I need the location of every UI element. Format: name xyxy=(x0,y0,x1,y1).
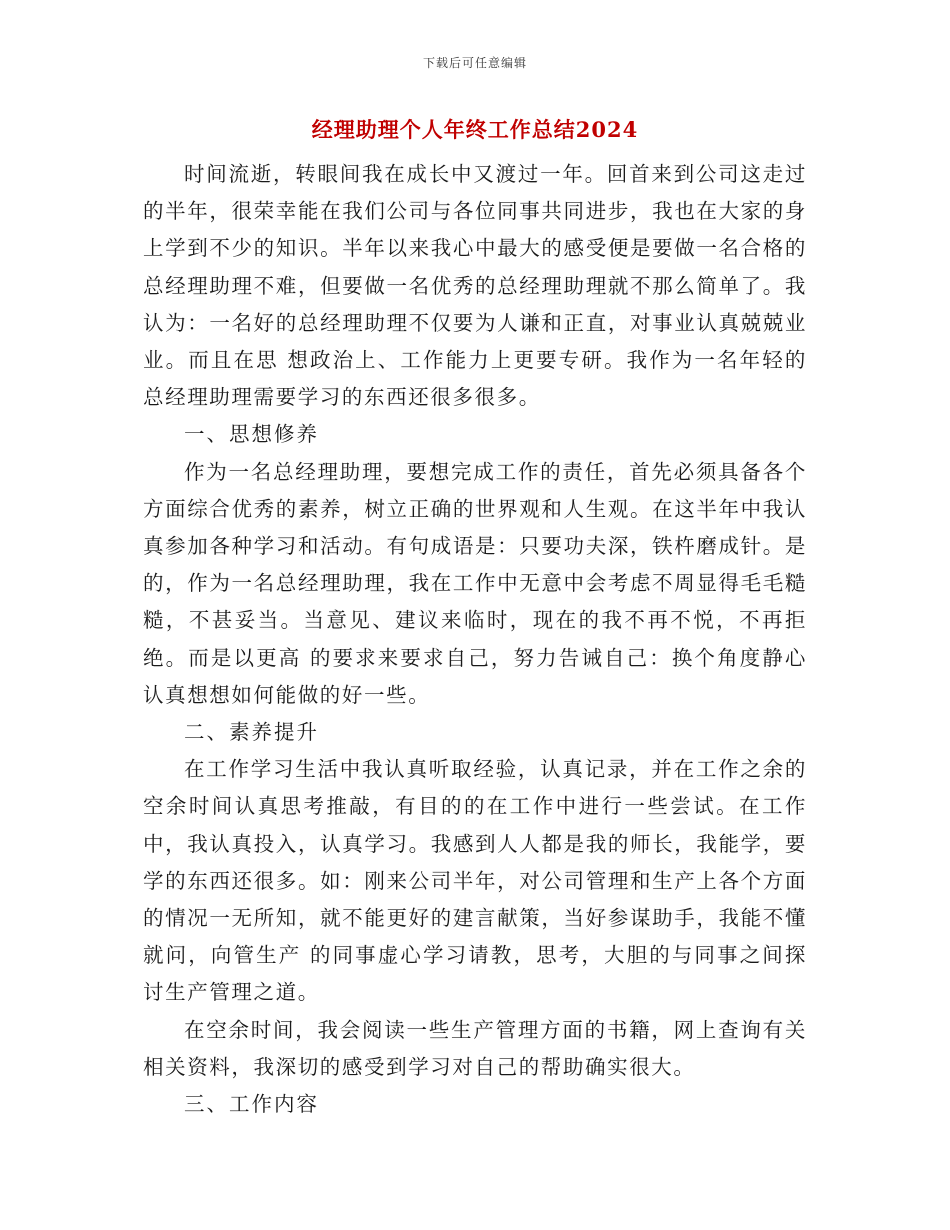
section-heading-2: 二、素养提升 xyxy=(184,720,319,745)
document-body xyxy=(143,156,807,1123)
section-2-paragraph-2: 在空余时间，我会阅读一些生产管理方面的书籍，网上查询有关相关资料，我深切的感受到学习对自己的帮助确实很大。 xyxy=(143,1017,807,1079)
section-2-paragraph-1: 在工作学习生活中我认真听取经验，认真记录，并在工作之余的空余时间认真思考推敲，有目的的在工作中进行一些尝试。在工作中，我认真投入，认真学习。我感到人人都是我的师长，我能学，要学的东西还很多。如：刚来公司半年，对公司管理和生产上各个方面的情况一无所知，就不能更好的建言献策，当好参谋助手，我能不懂就问，向管生产 的同事虚心学习请教，思考，大胆的与同事之间探讨生产管理之道。 xyxy=(143,757,807,1005)
header-note: 下载后可任意编辑 xyxy=(422,56,527,70)
intro-paragraph: 时间流逝，转眼间我在成长中又渡过一年。回首来到公司这走过的半年，很荣幸能在我们公司与各位同事共同进步，我也在大家的身上学到不少的知识。半年以来我心中最大的感受便是要做一名合格的总经理助理不难，但要做一名优秀的总经理助理就不那么简单了。我认为：一名好的总经理助理不仅要为人谦和正直，对事业认真兢兢业业。而且在思 想政治上、工作能力上更要专研。我作为一名年轻的总经理助理需要学习的东西还很多很多。 xyxy=(143,162,807,410)
section-heading-1: 一、思想修养 xyxy=(184,422,319,447)
section-1-paragraph: 作为一名总经理助理，要想完成工作的责任，首先必须具备各个方面综合优秀的素养，树立正确的世界观和人生观。在这半年中我认真参加各种学习和活动。有句成语是：只要功夫深，铁杵磨成针。是的，作为一名总经理助理，我在工作中无意中会考虑不周显得毛毛糙糙，不甚妥当。当意见、建议来临时，现在的我不再不悦，不再拒绝。而是以更高 的要求来要求自己，努力告诫自己：换个角度静心认真想想如何能做的好一些。 xyxy=(143,459,807,707)
document-title: 经理助理个人年终工作总结2024 xyxy=(311,117,639,142)
section-heading-3: 三、工作内容 xyxy=(184,1092,319,1117)
